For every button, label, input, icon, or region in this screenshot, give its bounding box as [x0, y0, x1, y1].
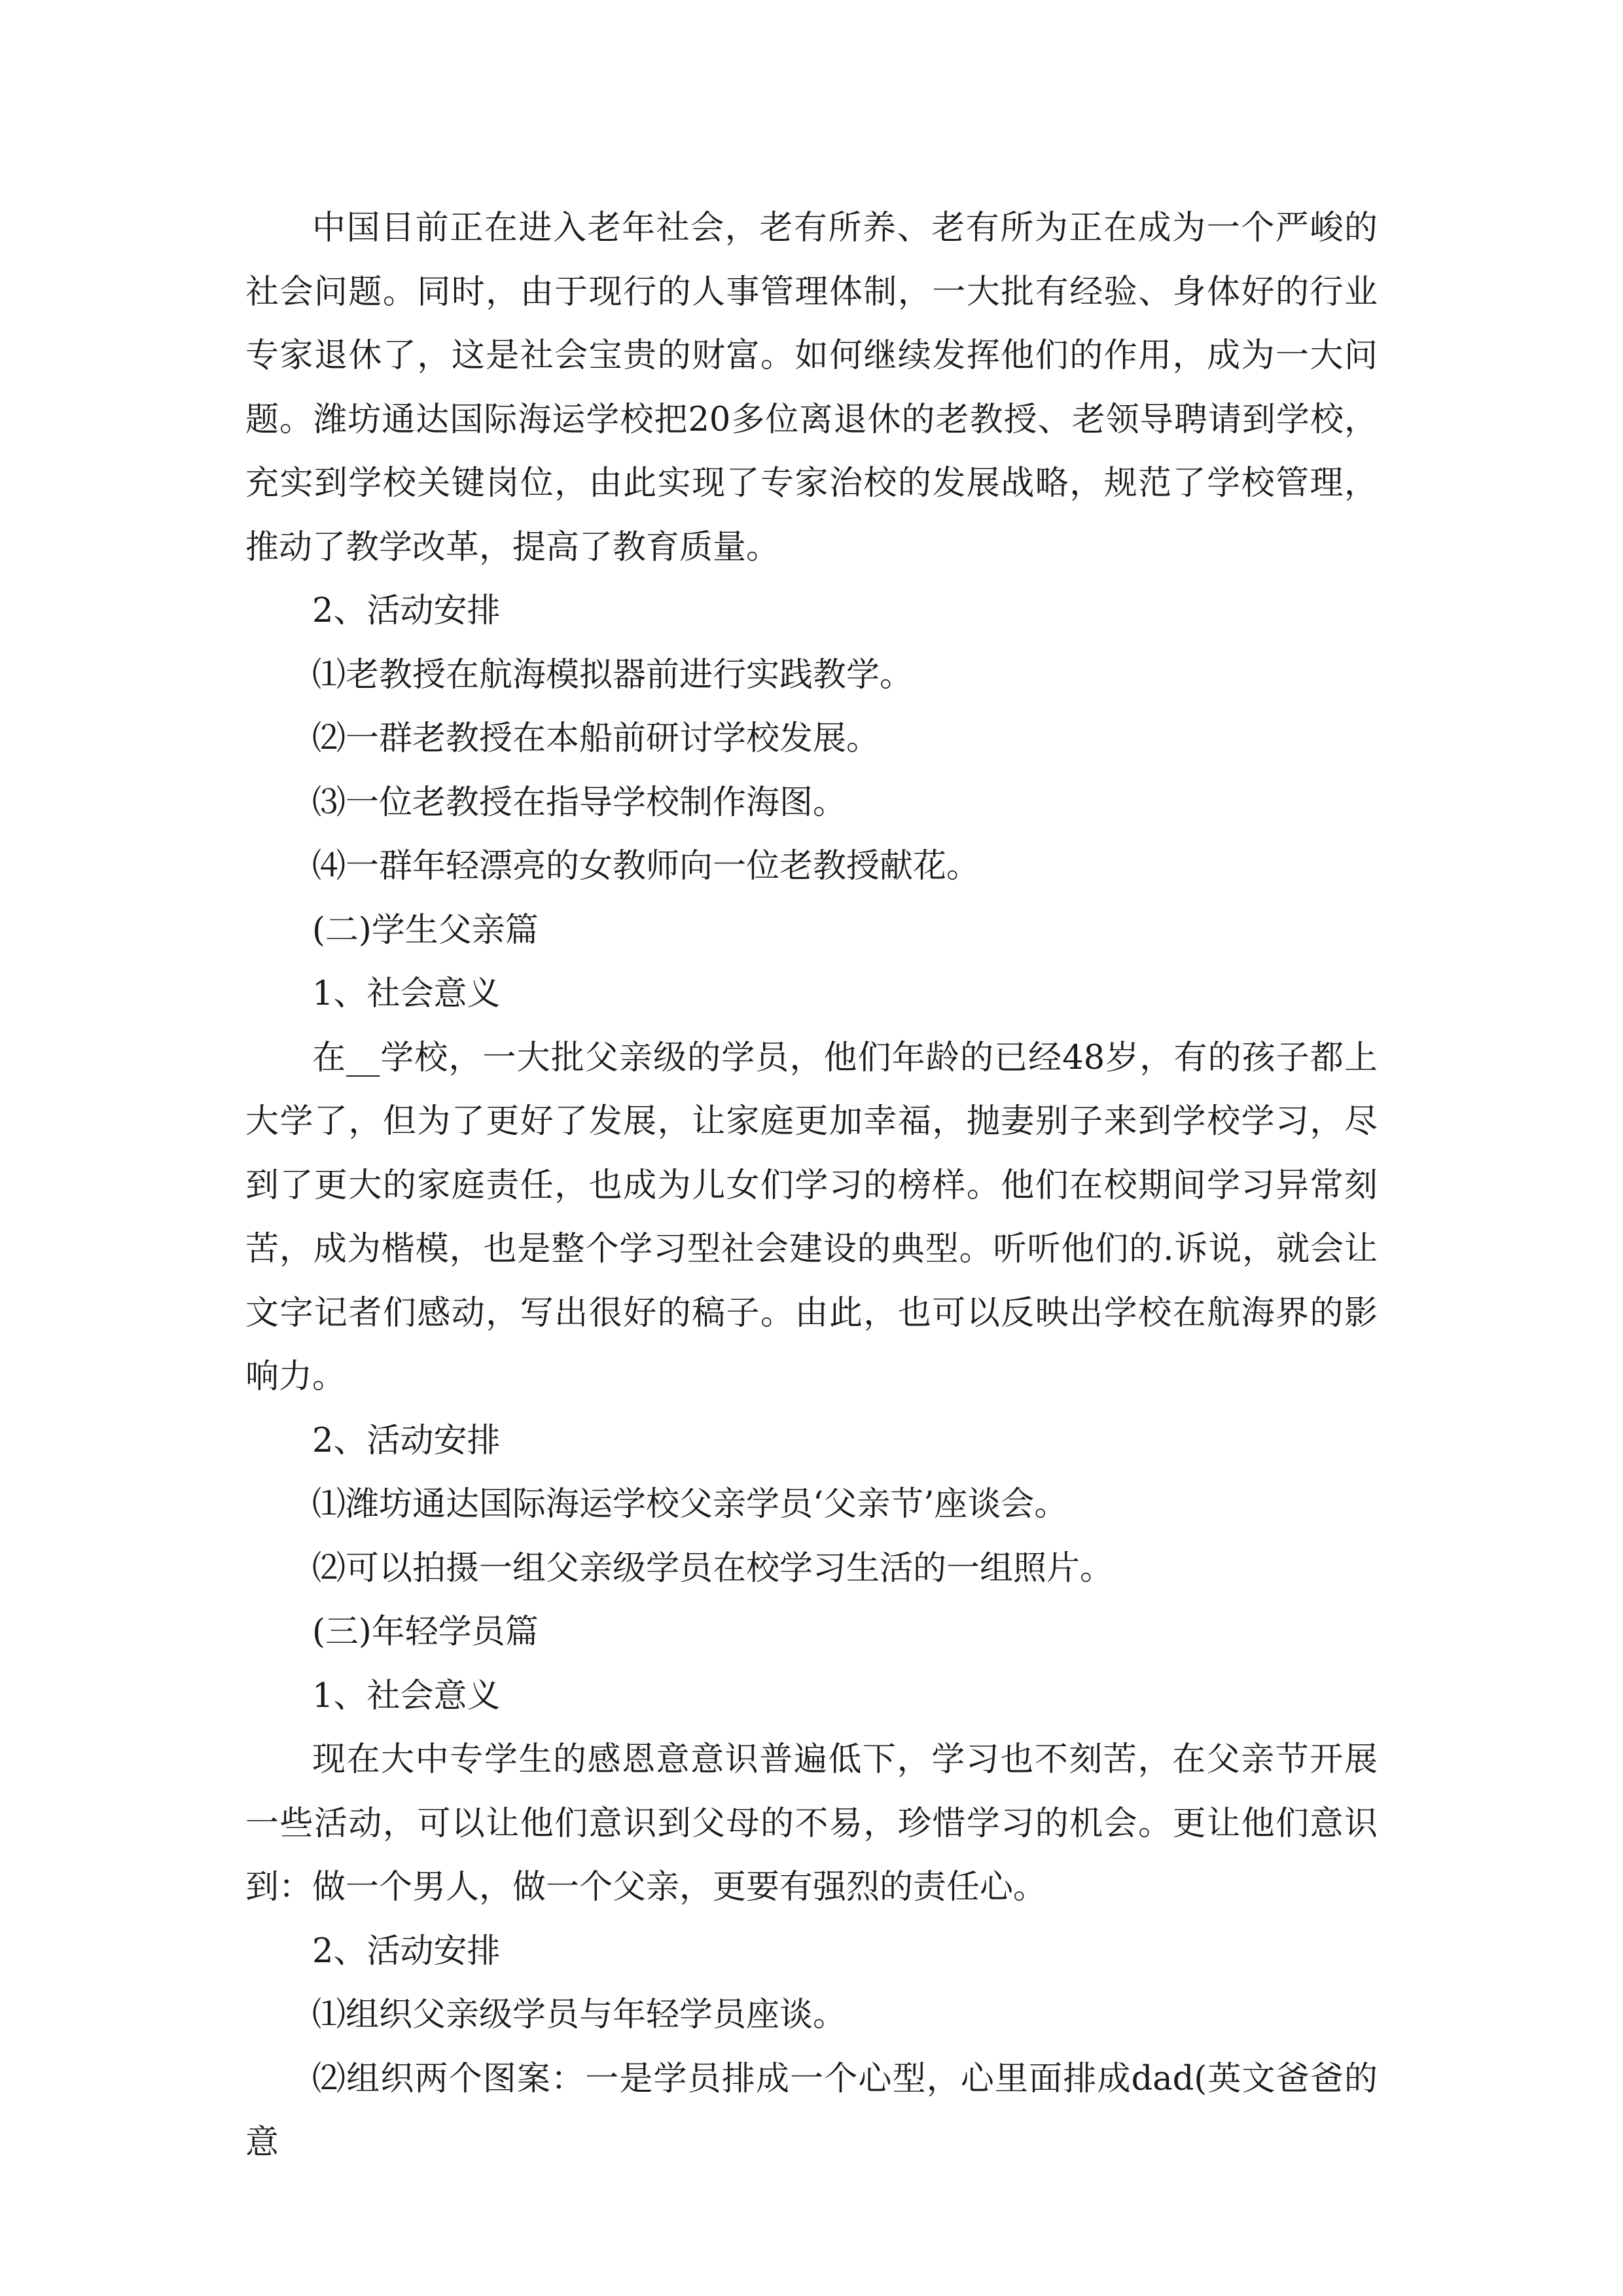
list-item: ⑴潍坊通达国际海运学校父亲学员‘父亲节’座谈会。: [312, 1485, 1068, 1524]
section-heading-young-students: (三)年轻学员篇: [312, 1613, 539, 1651]
list-item: ⑶一位老教授在指导学校制作海图。: [312, 783, 847, 822]
paragraph-intro: 中国目前正在进入老年社会，老有所养、老有所为正在成为一个严峻的社会问题。同时，由于现行的人事管理体制，一大批有经验、身体好的行业专家退休了，这是社会宝贵的财富。如何继续发挥他们的作用，成为一大问题。潍坊通达国际海运学校把20多位离退休的老教授、老领导聘请到学校，充实到学校关键岗位，由此实现了专家治校的发展战略，规范了学校管理，推动了教学改革，提高了教育质量。: [245, 209, 1378, 567]
heading-activity-arrangement: 2、活动安排: [312, 592, 501, 630]
heading-activity-arrangement: 2、活动安排: [312, 1421, 501, 1460]
list-item: ⑵可以拍摄一组父亲级学员在校学习生活的一组照片。: [312, 1549, 1114, 1588]
list-item: ⑵组织两个图案：一是学员排成一个心型，心里面排成dad(英文爸爸的意: [245, 2059, 1378, 2162]
list-item: ⑴老教授在航海模拟器前进行实践教学。: [312, 655, 914, 694]
heading-activity-arrangement: 2、活动安排: [312, 1931, 501, 1971]
heading-social-significance: 1、社会意义: [312, 975, 501, 1013]
heading-social-significance: 1、社会意义: [312, 1676, 501, 1715]
list-item: ⑵一群老教授在本船前研讨学校发展。: [312, 719, 880, 758]
paragraph-student-fathers: 在__学校，一大批父亲级的学员，他们年龄的已经48岁，有的孩子都上大学了，但为了更好了发展，让家庭更加幸福，抛妻别子来到学校学习，尽到了更大的家庭责任，也成为儿女们学习的榜样。他们在校期间学习异常刻苦，成为楷模，也是整个学习型社会建设的典型。听听他们的.诉说，就会让文字记者们感动，写出很好的稿子。由此，也可以反映出学校在航海界的影响力。: [245, 1038, 1378, 1396]
section-heading-student-fathers: (二)学生父亲篇: [312, 910, 539, 950]
list-item: ⑴组织父亲级学员与年轻学员座谈。: [312, 1996, 847, 2034]
document-body: [245, 196, 1378, 2175]
list-item: ⑷一群年轻漂亮的女教师向一位老教授献花。: [312, 847, 980, 886]
paragraph-young-students: 现在大中专学生的感恩意意识普遍低下，学习也不刻苦，在父亲节开展一些活动，可以让他们意识到父母的不易，珍惜学习的机会。更让他们意识到：做一个男人，做一个父亲，更要有强烈的责任心。: [245, 1740, 1378, 1907]
